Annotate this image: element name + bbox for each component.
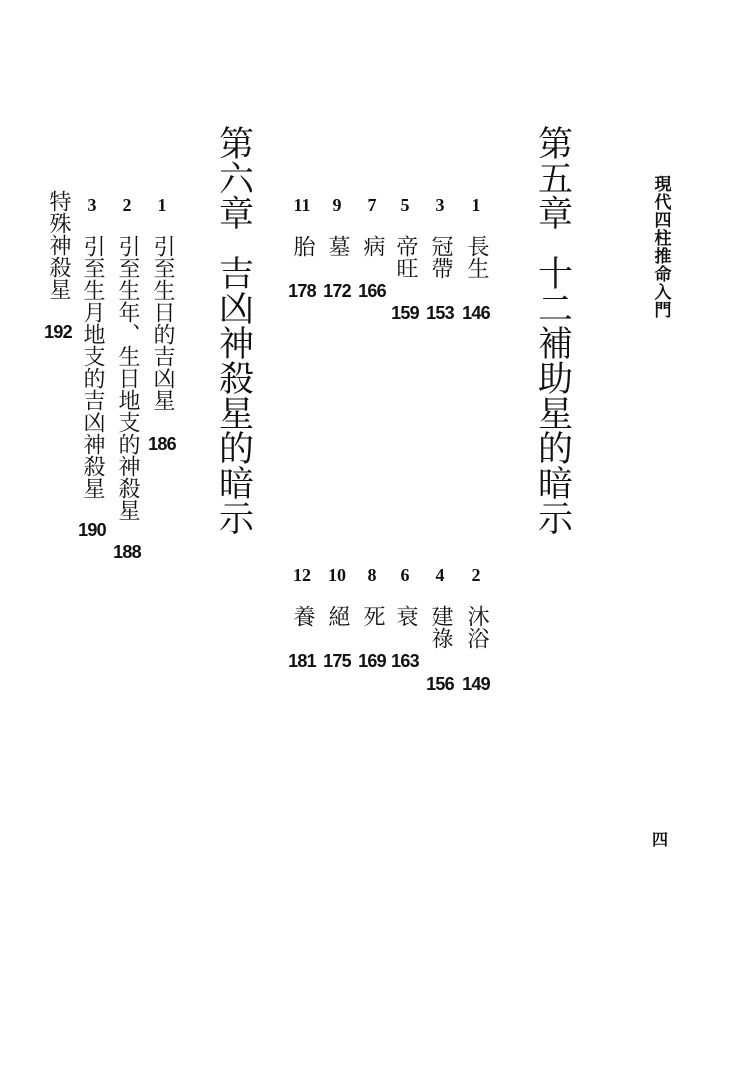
item-number: 10 xyxy=(328,565,346,585)
item-title: 引至生月地支的吉凶神殺星 xyxy=(80,235,105,499)
item-title: 絕 xyxy=(325,605,350,627)
item-title: 沐浴 xyxy=(464,605,489,649)
toc-item xyxy=(72,0,112,1088)
item-page: 169 xyxy=(358,651,386,671)
item-number: 2 xyxy=(471,565,481,585)
item-number: 2 xyxy=(122,195,132,215)
item-number: 1 xyxy=(471,195,481,215)
item-page: 166 xyxy=(358,281,386,301)
chapter-label: 第六章 xyxy=(213,125,254,230)
item-number: 9 xyxy=(332,195,342,215)
chapter-5-heading xyxy=(532,0,572,1088)
item-title: 養 xyxy=(290,605,315,627)
item-number: 3 xyxy=(435,195,445,215)
chapter-label: 第五章 xyxy=(532,125,573,230)
toc-item xyxy=(456,0,496,1088)
item-title: 引至生年、生日地支的神殺星 xyxy=(115,235,140,521)
item-page: 190 xyxy=(78,520,106,540)
item-page: 172 xyxy=(323,281,351,301)
item-number: 12 xyxy=(293,565,311,585)
item-title: 特殊神殺星 xyxy=(46,190,71,300)
running-head-book-title: 現代四柱推命入門 xyxy=(650,175,671,319)
toc-item xyxy=(352,0,392,1088)
item-page: 149 xyxy=(462,674,490,694)
item-number: 8 xyxy=(367,565,377,585)
toc-item xyxy=(38,0,78,1088)
chapter-title: 十二補助星的暗示 xyxy=(532,255,573,535)
item-title: 建祿 xyxy=(428,605,453,649)
item-title: 長生 xyxy=(464,235,489,279)
toc-item xyxy=(317,0,357,1088)
item-page: 156 xyxy=(426,674,454,694)
item-page: 188 xyxy=(113,542,141,562)
item-number: 7 xyxy=(367,195,377,215)
item-title: 墓 xyxy=(325,235,350,257)
page-number: 四 xyxy=(651,830,668,849)
item-page: 163 xyxy=(391,651,419,671)
toc-item xyxy=(107,0,147,1088)
item-page: 153 xyxy=(426,303,454,323)
item-number: 3 xyxy=(87,195,97,215)
item-page: 175 xyxy=(323,651,351,671)
toc-item xyxy=(282,0,322,1088)
item-page: 186 xyxy=(148,434,176,454)
chapter-title: 吉凶神殺星的暗示 xyxy=(213,255,254,535)
item-title: 帝旺 xyxy=(393,235,418,279)
item-title: 冠帶 xyxy=(428,235,453,279)
item-page: 159 xyxy=(391,303,419,323)
item-page: 146 xyxy=(462,303,490,323)
item-number: 6 xyxy=(400,565,410,585)
item-number: 5 xyxy=(400,195,410,215)
item-page: 181 xyxy=(288,651,316,671)
item-title: 死 xyxy=(360,605,385,627)
item-title: 胎 xyxy=(290,235,315,257)
running-head xyxy=(640,0,680,1088)
item-number: 1 xyxy=(157,195,167,215)
item-title: 引至生日的吉凶星 xyxy=(150,235,175,411)
item-number: 11 xyxy=(293,195,311,215)
chapter-6-heading xyxy=(213,0,253,1088)
item-title: 衰 xyxy=(393,605,418,627)
toc-item xyxy=(420,0,460,1088)
item-page: 192 xyxy=(44,322,72,342)
item-title: 病 xyxy=(360,235,385,257)
item-number: 4 xyxy=(435,565,445,585)
item-page: 178 xyxy=(288,281,316,301)
